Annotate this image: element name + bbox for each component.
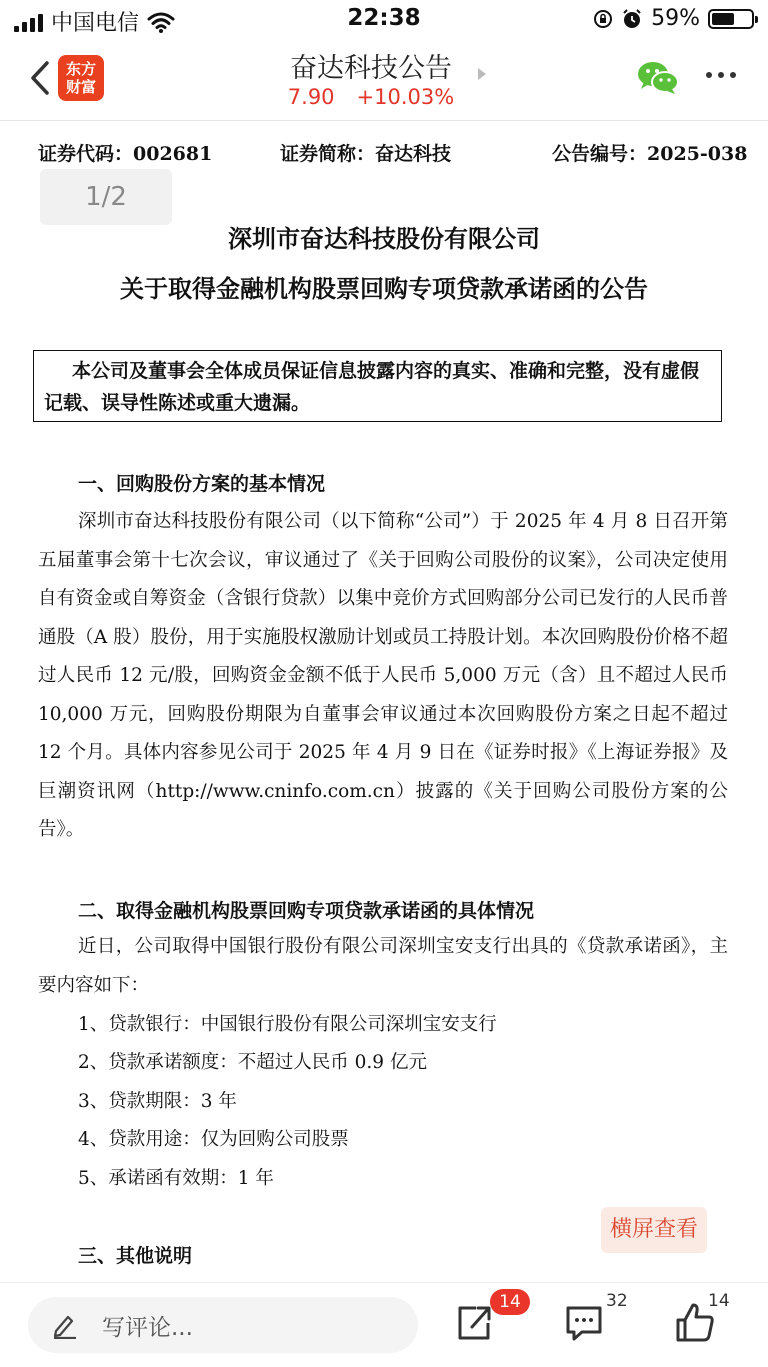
status-right — [593, 6, 754, 31]
like-count: 14 — [708, 1291, 730, 1311]
share-count-badge: 14 — [490, 1289, 530, 1315]
stock-change: +10.03% — [356, 85, 455, 109]
alarm-icon — [621, 8, 643, 30]
list-item: 2、贷款承诺额度：不超过人民币 0.9 亿元 — [78, 1052, 427, 1073]
list-item: 3、贷款期限：3 年 — [78, 1091, 237, 1112]
more-dots-icon[interactable] — [706, 72, 736, 78]
list-item: 1、贷款银行：中国银行股份有限公司深圳宝安支行 — [78, 1014, 497, 1035]
stock-name: 奋达科技公告 — [290, 53, 452, 84]
section1-body: 深圳市奋达科技股份有限公司（以下简称“公司”）于 2025 年 4 月 8 日召开第五届董事会第十七次会议，审议通过了《关于回购公司股份的议案》，公司决定使用自有资金或自筹资金（含银行贷款）以集中竞价方式回购部分公司已发行的人民币普通股（A 股）股份，用于实施股权激励计划或员工持股计划。本次回购股份价格不超过人民币 12 元/股，回购资金金额不低于人民币 5,000 万元（含）且不超过人民币 10,000 万元，回购股份期限为自董事会审议通过本次回购股份方案之日起不超过 12 个月。具体内容参见公司于 2025 年 4 月 9 日在《证券时报》《上海证券报》及巨潮资讯网（http://www.cninfo.com.cn）披露的《关于回购公司股份方案的公告》。 — [38, 511, 728, 840]
status-time: 22:38 — [347, 5, 421, 31]
security-name: 证券简称：奋达科技 — [280, 143, 452, 165]
bottom-bar — [0, 1282, 768, 1367]
disclosure-notice — [33, 350, 722, 422]
carrier-label: 中国电信 — [51, 11, 140, 36]
page-indicator: 1/2 — [40, 169, 172, 225]
caret-right-icon — [478, 68, 486, 80]
announcement-document — [0, 121, 768, 1281]
logo-line1: 东方 — [65, 60, 96, 78]
landscape-view-button[interactable]: 横屏查看 — [601, 1207, 707, 1253]
notice-line-1: 本公司及董事会全体成员保证信息披露内容的真实、准确和完整，没有虚假 — [72, 360, 700, 382]
stock-quote — [0, 85, 742, 109]
section2-body: 近日，公司取得中国银行股份有限公司深圳宝安支行出具的《贷款承诺函》，主要内容如下： — [38, 936, 728, 996]
wechat-icon[interactable] — [636, 60, 680, 96]
list-item: 4、贷款用途：仅为回购公司股票 — [78, 1129, 349, 1150]
battery-percent: 59% — [651, 6, 700, 31]
rotation-lock-icon — [593, 9, 613, 29]
comment-placeholder: 写评论... — [102, 1315, 193, 1341]
comment-icon[interactable] — [560, 1299, 608, 1347]
nav-bar — [0, 40, 768, 121]
stock-title[interactable] — [0, 46, 742, 85]
pen-icon — [52, 1311, 78, 1339]
list-item: 5、承诺函有效期：1 年 — [78, 1168, 274, 1189]
company-name: 深圳市奋达科技股份有限公司 — [228, 224, 540, 253]
stock-price: 7.90 — [287, 85, 335, 109]
security-code: 证券代码：002681 — [38, 143, 213, 165]
comment-count: 32 — [606, 1291, 628, 1311]
section2-heading: 二、取得金融机构股票回购专项贷款承诺函的具体情况 — [78, 900, 535, 922]
logo-line2: 财富 — [65, 78, 96, 96]
section3-heading: 三、其他说明 — [78, 1245, 193, 1267]
comment-input[interactable] — [28, 1297, 418, 1353]
section1-heading: 一、回购股份方案的基本情况 — [78, 473, 326, 495]
status-bar — [0, 0, 768, 40]
announcement-number: 公告编号：2025-038 — [552, 143, 748, 165]
notice-line-2: 记载、误导性陈述或重大遗漏。 — [44, 392, 311, 414]
document-title: 关于取得金融机构股票回购专项贷款承诺函的公告 — [120, 274, 648, 303]
battery-icon — [708, 9, 754, 29]
